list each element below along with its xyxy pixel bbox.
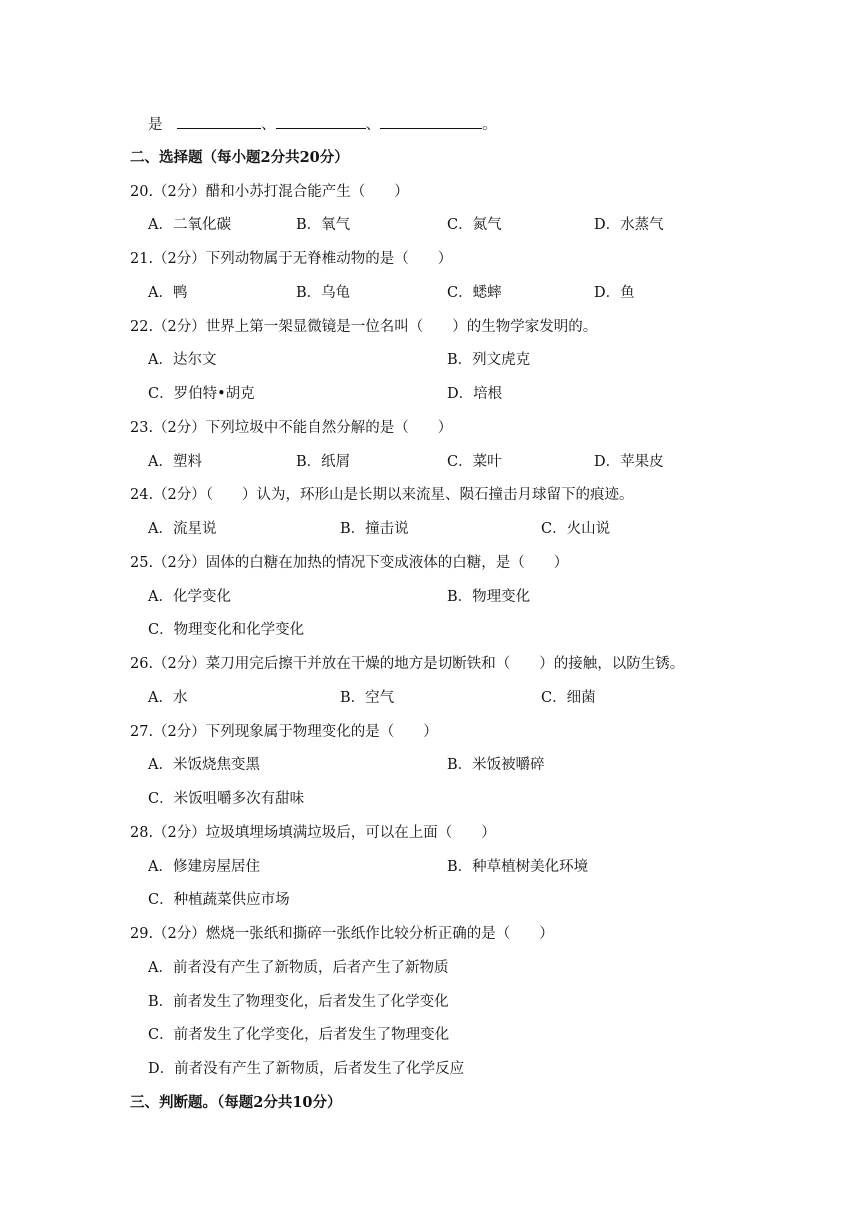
option-a[interactable]: A．二氧化碳 bbox=[148, 217, 231, 233]
question-stem: 20.（2分）醋和小苏打混合能产生（ ） bbox=[130, 184, 409, 200]
fill-blank-line bbox=[148, 114, 497, 135]
option-a[interactable]: A．前者没有产生了新物质，后者产生了新物质 bbox=[148, 960, 449, 976]
option-b[interactable]: B．列文虎克 bbox=[447, 352, 531, 368]
blank-separator-2: 、 bbox=[365, 117, 381, 133]
section-title-judgment: 三、判断题。（每题2分共10分） bbox=[130, 1094, 342, 1111]
option-a[interactable]: A．塑料 bbox=[148, 454, 202, 470]
option-d[interactable]: D．培根 bbox=[447, 386, 503, 402]
option-a[interactable]: A．鸭 bbox=[148, 285, 188, 301]
option-b[interactable]: B．物理变化 bbox=[447, 589, 531, 605]
option-b[interactable]: B．前者发生了物理变化，后者发生了化学变化 bbox=[148, 994, 449, 1010]
fill-prefix: 是 bbox=[148, 117, 163, 133]
option-b[interactable]: B．乌龟 bbox=[296, 285, 351, 301]
option-c[interactable]: C．菜叶 bbox=[447, 454, 502, 470]
option-c[interactable]: C．罗伯特•胡克 bbox=[148, 386, 255, 402]
fill-end: 。 bbox=[482, 117, 497, 133]
option-d[interactable]: D．苹果皮 bbox=[594, 454, 664, 470]
option-c[interactable]: C．蟋蟀 bbox=[447, 285, 502, 301]
option-c[interactable]: C．米饭咀嚼多次有甜味 bbox=[148, 791, 305, 807]
option-b[interactable]: B．米饭被嚼碎 bbox=[447, 757, 545, 773]
option-c[interactable]: C．氮气 bbox=[447, 217, 502, 233]
option-b[interactable]: B．纸屑 bbox=[296, 454, 351, 470]
question-stem: 24.（2分）（ ）认为，环形山是长期以来流星、陨石撞击月球留下的痕迹。 bbox=[130, 487, 634, 503]
question-stem: 23.（2分）下列垃圾中不能自然分解的是（ ） bbox=[130, 420, 453, 436]
option-b[interactable]: B．撞击说 bbox=[340, 521, 409, 537]
question-stem: 21.（2分）下列动物属于无脊椎动物的是（ ） bbox=[130, 251, 453, 267]
answer-blank-2[interactable] bbox=[276, 114, 366, 129]
option-a[interactable]: A．水 bbox=[148, 690, 188, 706]
option-a[interactable]: A．达尔文 bbox=[148, 352, 217, 368]
option-b[interactable]: B．种草植树美化环境 bbox=[447, 859, 589, 875]
option-a[interactable]: A．修建房屋居住 bbox=[148, 859, 260, 875]
question-stem: 27.（2分）下列现象属于物理变化的是（ ） bbox=[130, 724, 438, 740]
option-c[interactable]: C．物理变化和化学变化 bbox=[148, 622, 305, 638]
option-a[interactable]: A．化学变化 bbox=[148, 589, 231, 605]
option-d[interactable]: D．前者没有产生了新物质，后者发生了化学反应 bbox=[148, 1061, 465, 1077]
question-stem: 25.（2分）固体的白糖在加热的情况下变成液体的白糖，是（ ） bbox=[130, 555, 569, 571]
option-c[interactable]: C．前者发生了化学变化，后者发生了物理变化 bbox=[148, 1027, 450, 1043]
answer-blank-3[interactable] bbox=[380, 114, 482, 129]
answer-blank-1[interactable] bbox=[177, 114, 261, 129]
option-b[interactable]: B．氧气 bbox=[296, 217, 351, 233]
section-title-choice: 二、选择题（每小题2分共20分） bbox=[130, 149, 349, 166]
question-stem: 26.（2分）菜刀用完后擦干并放在干燥的地方是切断铁和（ ）的接触，以防生锈。 bbox=[130, 656, 685, 672]
option-b[interactable]: B．空气 bbox=[340, 690, 395, 706]
question-stem: 22.（2分）世界上第一架显微镜是一位名叫（ ）的生物学家发明的。 bbox=[130, 319, 598, 335]
option-d[interactable]: D．鱼 bbox=[594, 285, 635, 301]
option-d[interactable]: D．水蒸气 bbox=[594, 217, 664, 233]
option-a[interactable]: A．流星说 bbox=[148, 521, 217, 537]
option-c[interactable]: C．种植蔬菜供应市场 bbox=[148, 892, 290, 908]
option-c[interactable]: C．火山说 bbox=[541, 521, 611, 537]
option-c[interactable]: C．细菌 bbox=[541, 690, 596, 706]
blank-separator-1: 、 bbox=[261, 117, 276, 133]
option-a[interactable]: A．米饭烧焦变黑 bbox=[148, 757, 260, 773]
question-stem: 29.（2分）燃烧一张纸和撕碎一张纸作比较分析正确的是（ ） bbox=[130, 926, 554, 942]
question-stem: 28.（2分）垃圾填埋场填满垃圾后，可以在上面（ ） bbox=[130, 825, 496, 841]
